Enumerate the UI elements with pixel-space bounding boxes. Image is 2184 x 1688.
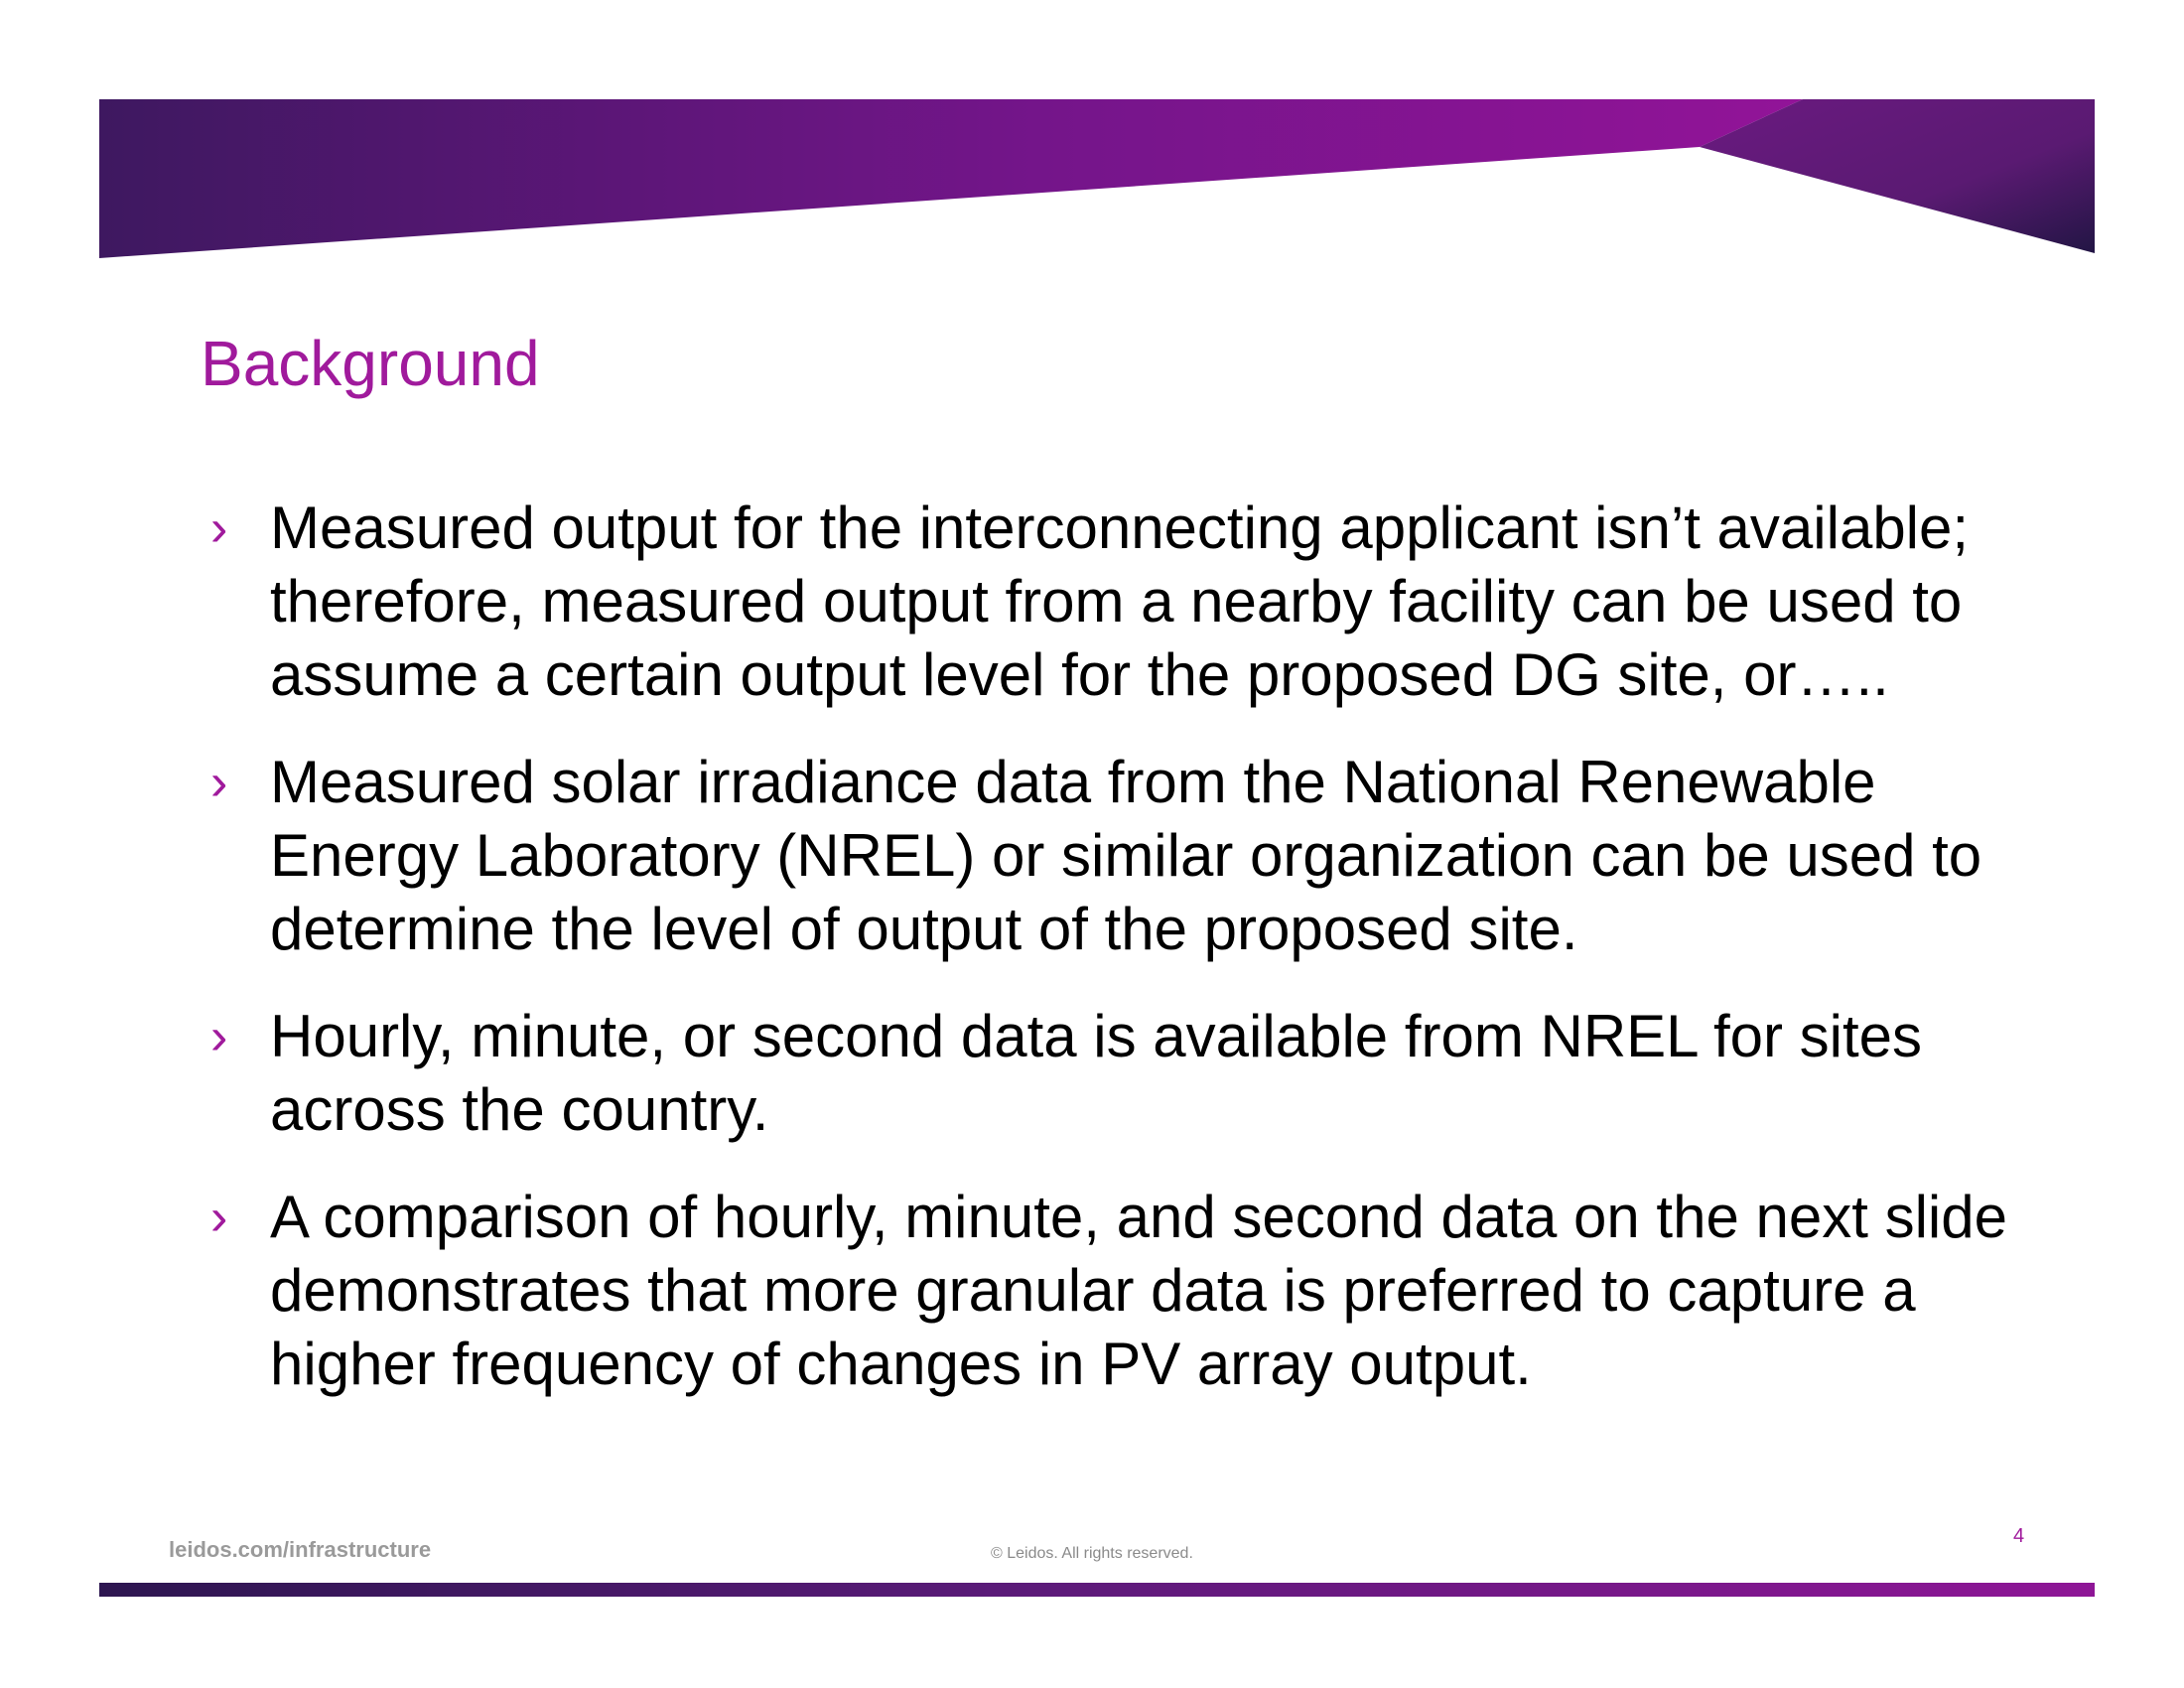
bullet-item <box>210 1000 2037 1147</box>
banner-corner-shape <box>1700 99 2095 253</box>
footer-website: leidos.com/infrastructure <box>169 1537 432 1562</box>
bullet-item <box>210 492 2037 712</box>
bullet-text: Measured output for the interconnecting applicant isn’t available; therefore, measured output from a nearby facility can be used to assume a certain output level for the proposed DG site, or….. <box>270 494 1970 708</box>
bullet-text: Measured solar irradiance data from the National Renewable Energy Laboratory (NREL) or similar organization can be used to determine the level of output of the proposed site. <box>270 749 1982 962</box>
bullet-item <box>210 746 2037 966</box>
banner-main-shape <box>99 99 1803 258</box>
header-banner <box>99 99 2095 263</box>
bullet-chevron-icon: › <box>210 499 228 557</box>
bullet-text: A comparison of hourly, minute, and second data on the next slide demonstrates that more granular data is preferred to capture a higher frequency of changes in PV array output. <box>270 1184 2007 1397</box>
bullet-item <box>210 1181 2037 1401</box>
bullet-chevron-icon: › <box>210 1008 228 1065</box>
footer-bar <box>99 1583 2095 1597</box>
header-banner-graphic <box>99 99 2095 263</box>
slide-title: Background <box>201 328 540 399</box>
bullet-chevron-icon: › <box>210 1189 228 1246</box>
bullet-text: Hourly, minute, or second data is available from NREL for sites across the country. <box>270 1003 1923 1143</box>
bullet-chevron-icon: › <box>210 754 228 811</box>
footer-copyright: © Leidos. All rights reserved. <box>991 1545 1193 1562</box>
page-number: 4 <box>2013 1525 2025 1547</box>
bullet-list <box>210 492 2037 1435</box>
